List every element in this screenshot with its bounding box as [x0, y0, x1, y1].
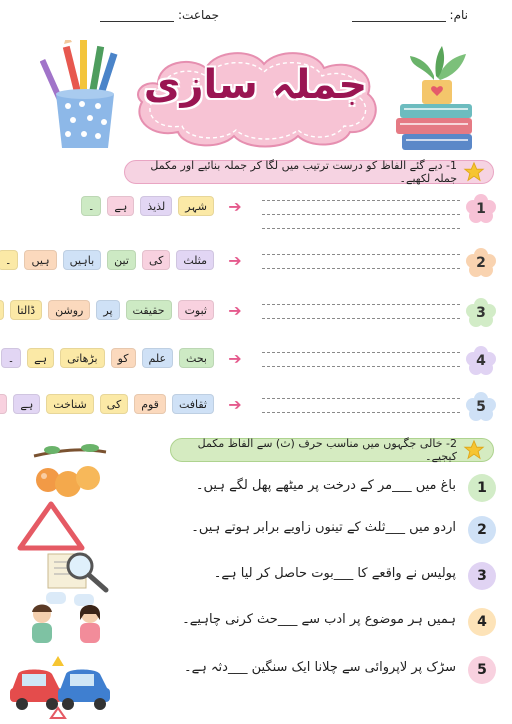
word-chips: [1, 348, 214, 368]
writing-line[interactable]: [262, 366, 460, 367]
writing-line[interactable]: [262, 412, 460, 413]
word-chip[interactable]: ۔: [1, 348, 21, 368]
triangle-illustration: [16, 500, 86, 552]
fruit-branch-illustration: [30, 444, 110, 502]
row-number: 2: [476, 255, 486, 271]
section1-instruction-text: 1- دیے گئے الفاظ کو درست ترتیب میں لگا کر جملہ بنائیے اور مکمل جملہ لکھیے۔: [150, 159, 457, 185]
writing-line[interactable]: [262, 398, 460, 399]
fill-blank-sentence: ہمیں ہر موضوع پر ادب سے ___حث کرنی چاہیے۔: [182, 612, 456, 627]
row-number-flower: [466, 346, 496, 376]
word-chip[interactable]: شہر: [178, 196, 214, 216]
word-chip[interactable]: ہیں: [24, 250, 56, 270]
word-chip[interactable]: حقیقت: [126, 300, 172, 320]
word-chip[interactable]: ۔: [81, 196, 101, 216]
word-chip[interactable]: مثلث: [176, 250, 214, 270]
name-field: [352, 8, 468, 22]
item-number-circle: 5: [468, 656, 496, 684]
row-number-flower: [466, 298, 496, 328]
children-discussion-illustration: [16, 590, 116, 646]
writing-line[interactable]: [262, 214, 460, 215]
row-number-flower: [466, 392, 496, 422]
word-chips: [0, 250, 214, 270]
fill-blank-sentence: باغ میں ___مر کے درخت پر میٹھے پھل لگے ہیں۔: [195, 478, 456, 493]
word-chip[interactable]: [0, 300, 4, 320]
page-title: جملہ سازی: [143, 62, 368, 108]
word-chip[interactable]: بڑھاتی: [60, 348, 105, 368]
arrow-right-icon: ➔: [228, 197, 242, 216]
section2-instruction-text: 2- خالی جگہوں میں مناسب حرف (ث) سے الفاظ مکمل کیجیے۔: [197, 437, 457, 463]
item-number-circle: 1: [468, 474, 496, 502]
class-label: جماعت:: [178, 8, 219, 22]
row-number: 5: [476, 399, 486, 415]
row-number-flower: [466, 194, 496, 224]
fill-blank-sentence: اردو میں ___ثلث کے تینوں زاویے برابر ہوتے ہیں۔: [191, 520, 456, 535]
star-icon: [463, 161, 485, 183]
star-icon: [463, 439, 485, 461]
word-chip[interactable]: کی: [142, 250, 170, 270]
row-number: 1: [476, 201, 486, 217]
word-chip[interactable]: ڈالتا: [10, 300, 42, 320]
word-chip[interactable]: لذیذ: [140, 196, 172, 216]
writing-line[interactable]: [262, 228, 460, 229]
arrow-right-icon: ➔: [228, 251, 242, 270]
car-accident-illustration: [8, 650, 112, 720]
word-chip[interactable]: ۔: [0, 250, 18, 270]
word-chip[interactable]: ہے: [27, 348, 54, 368]
fill-blank-sentence: پولیس نے واقعے کا ___بوت حاصل کر لیا ہے۔: [213, 566, 456, 581]
word-chip[interactable]: تین: [107, 250, 136, 270]
word-chip[interactable]: کی: [100, 394, 128, 414]
word-chips: [0, 300, 214, 320]
section2-instruction-bar: [170, 438, 494, 462]
word-chip[interactable]: قوم: [134, 394, 166, 414]
word-chips: [0, 394, 214, 414]
row-number: 4: [476, 353, 486, 369]
pencil-cup-illustration: [40, 40, 130, 152]
name-blank-line[interactable]: [352, 8, 446, 22]
name-label: نام:: [449, 8, 468, 22]
word-chips: [81, 196, 214, 216]
word-chip[interactable]: [0, 394, 7, 414]
row-number-flower: [466, 248, 496, 278]
writing-line[interactable]: [262, 318, 460, 319]
writing-line[interactable]: [262, 268, 460, 269]
class-field: [100, 8, 219, 22]
books-plant-illustration: [396, 46, 478, 154]
magnifier-document-illustration: [46, 548, 110, 594]
fill-blank-sentence: سڑک پر لاپروائی سے چلانا ایک سنگین ___دثہ ہے۔: [183, 660, 456, 675]
word-chip[interactable]: بحث: [179, 348, 214, 368]
word-chip[interactable]: پر: [96, 300, 119, 320]
arrow-right-icon: ➔: [228, 301, 242, 320]
writing-line[interactable]: [262, 200, 460, 201]
word-chip[interactable]: ثبوت: [178, 300, 214, 320]
writing-line[interactable]: [262, 254, 460, 255]
word-chip[interactable]: ہے: [13, 394, 40, 414]
item-number-circle: 3: [468, 562, 496, 590]
writing-line[interactable]: [262, 352, 460, 353]
item-number-circle: 2: [468, 516, 496, 544]
word-chip[interactable]: ہے: [107, 196, 134, 216]
class-blank-line[interactable]: [100, 8, 174, 22]
item-number-circle: 4: [468, 608, 496, 636]
word-chip[interactable]: ثقافت: [172, 394, 214, 414]
writing-line[interactable]: [262, 304, 460, 305]
word-chip[interactable]: باہیں: [63, 250, 102, 270]
section1-instruction-bar: [124, 160, 494, 184]
row-number: 3: [476, 305, 486, 321]
word-chip[interactable]: روشن: [48, 300, 90, 320]
word-chip[interactable]: کو: [111, 348, 136, 368]
arrow-right-icon: ➔: [228, 395, 242, 414]
word-chip[interactable]: شناخت: [46, 394, 94, 414]
word-chip[interactable]: علم: [142, 348, 174, 368]
arrow-right-icon: ➔: [228, 349, 242, 368]
